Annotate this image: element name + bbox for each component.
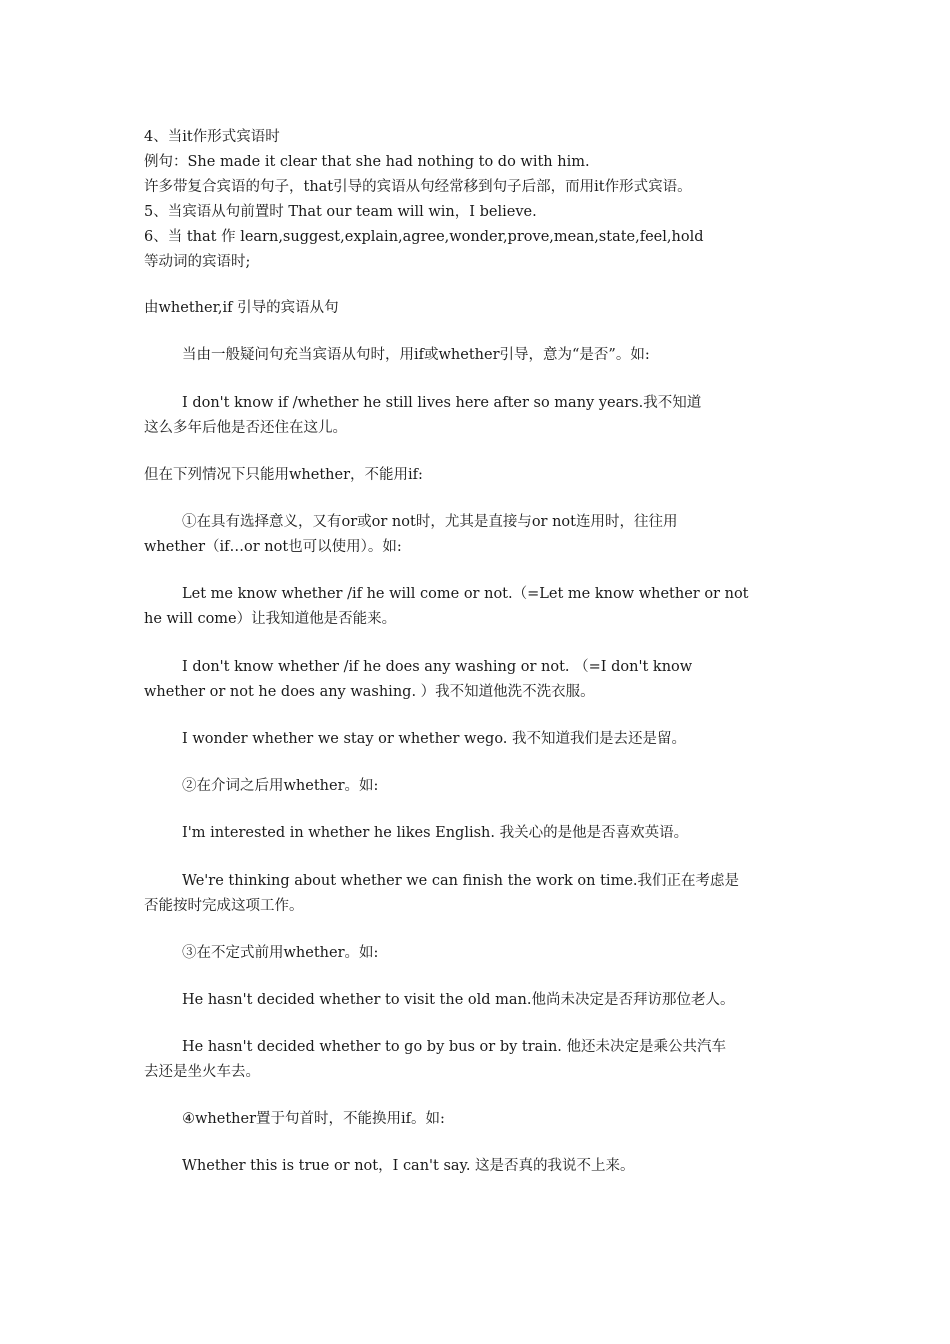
example-line: I wonder whether we stay or whether wego. 我不知道我们是去还是留。 [182,731,687,747]
example-line: Whether this is true or not，I can't say. 这是否真的我说不上来。 [182,1158,635,1174]
example-line-cont: 这么多年后他是否还住在这儿。 [144,420,347,436]
example-sentence: 例句：She made it clear that she had nothing to do with him. [144,154,590,170]
example-line-cont: 去还是坐火车去。 [144,1064,260,1080]
rule-1: ①在具有选择意义，又有or或or not时，尤其是直接与or not连用时，往往用 [182,514,678,530]
example-line-cont: whether or not he does any washing. ）我不知道他洗不洗衣服。 [144,684,595,700]
rule-4: ④whether置于句首时，不能换用if。如: [182,1111,445,1127]
example-line: He hasn't decided whether to visit the old man.他尚未决定是否拜访那位老人。 [182,992,735,1008]
example-line-cont: 否能按时完成这项工作。 [144,898,304,914]
example-line: Let me know whether /if he will come or not.（=Let me know whether or not [182,586,749,602]
heading-item-4: 4、当it作形式宾语时 [144,129,280,145]
heading-item-5: 5、当宾语从句前置时 That our team will win，I believe. [144,204,537,220]
rule-1-cont: whether（if…or not也可以使用）。如: [144,539,402,555]
example-line: I don't know if /whether he still lives here after so many years.我不知道 [182,395,702,411]
rule-3: ③在不定式前用whether。如: [182,945,379,961]
example-line: We're thinking about whether we can finish the work on time.我们正在考虑是 [182,873,740,889]
paragraph-intro: 当由一般疑问句充当宾语从句时，用if或whether引导，意为“是否”。如: [182,347,650,363]
explanation-text: 许多带复合宾语的句子，that引导的宾语从句经常移到句子后部，而用it作形式宾语。 [144,179,692,195]
section-title: 由whether,if 引导的宾语从句 [144,300,339,316]
rule-heading: 但在下列情况下只能用whether，不能用if: [144,467,423,483]
example-line-cont: he will come）让我知道他是否能来。 [144,611,397,627]
heading-item-6: 6、当 that 作 learn,suggest,explain,agree,wonder,prove,mean,state,feel,hold [144,229,704,245]
rule-2: ②在介词之后用whether。如: [182,778,379,794]
example-line: He hasn't decided whether to go by bus or by train. 他还未决定是乘公共汽车 [182,1039,727,1055]
heading-item-6-cont: 等动词的宾语时; [144,254,251,270]
example-line: I'm interested in whether he likes English. 我关心的是他是否喜欢英语。 [182,825,689,841]
example-line: I don't know whether /if he does any washing or not. （=I don't know [182,659,693,675]
